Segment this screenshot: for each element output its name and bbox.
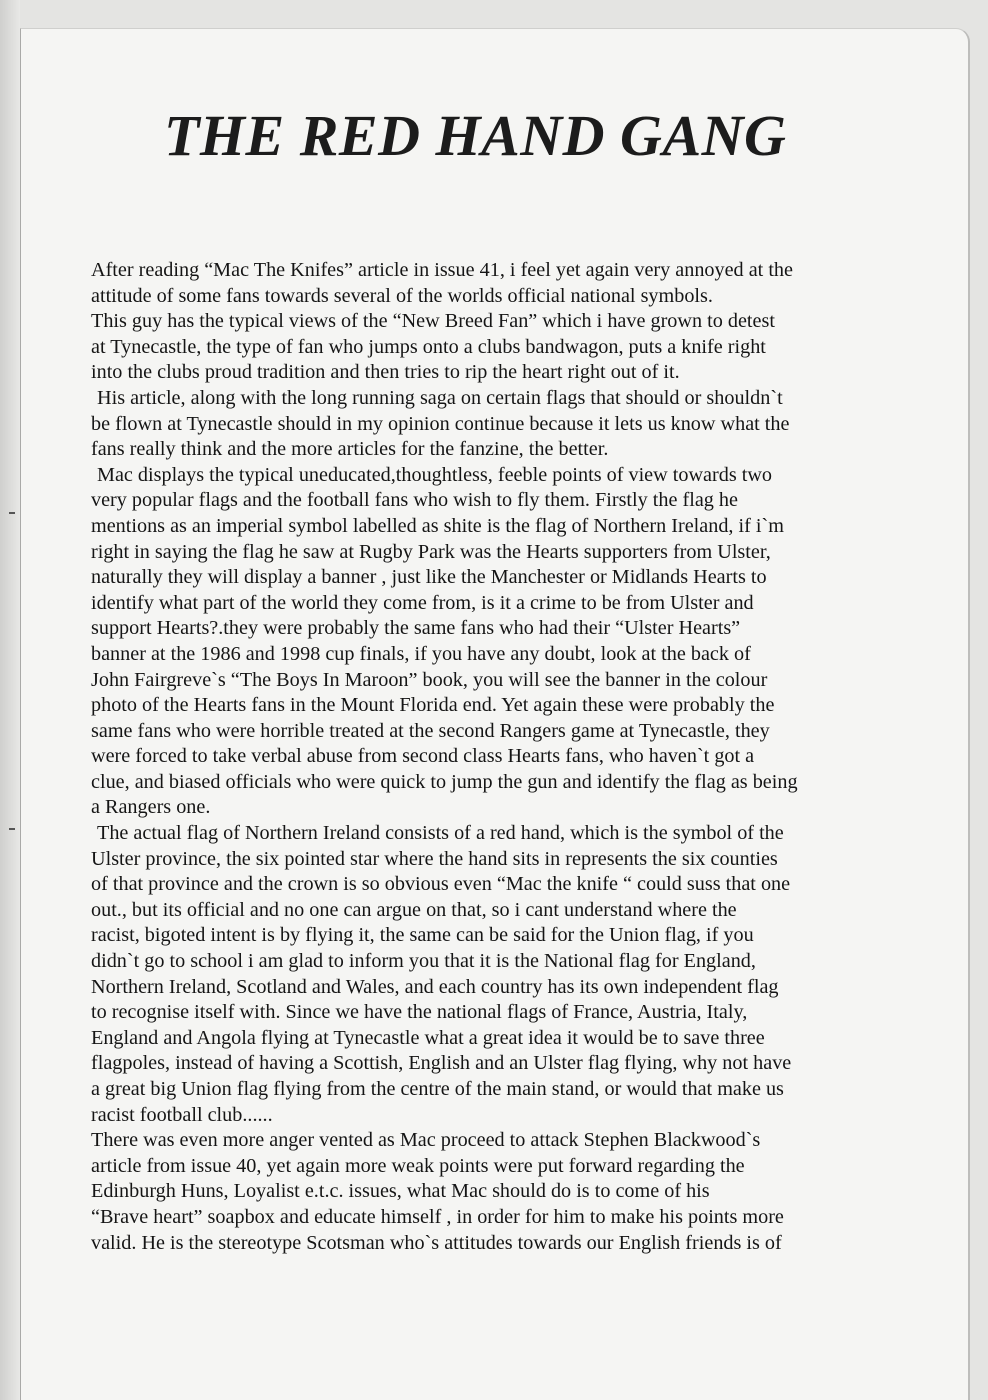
text-line: be flown at Tynecastle should in my opinion continue because it lets us know what the [91, 412, 790, 435]
text-line: Ulster province, the six pointed star where the hand sits in represents the six counties [91, 847, 778, 870]
text-line: banner at the 1986 and 1998 cup finals, if you have any doubt, look at the back of [91, 642, 751, 665]
text-line: Mac displays the typical uneducated,thoughtless, feeble points of view towards two [97, 463, 772, 486]
margin-mark [9, 512, 15, 514]
text-line: valid. He is the stereotype Scotsman who`s attitudes towards our English friends is of [91, 1231, 782, 1254]
text-line: to recognise itself with. Since we have the national flags of France, Austria, Italy, [91, 1001, 748, 1024]
text-line: identify what part of the world they come from, is it a crime to be from Ulster and [91, 591, 754, 614]
text-line: didn`t go to school i am glad to inform you that it is the National flag for England, [91, 950, 756, 973]
text-line: His article, along with the long running saga on certain flags that should or shouldn`t [97, 386, 783, 409]
text-line: The actual flag of Northern Ireland consists of a red hand, which is the symbol of the [97, 822, 784, 845]
paragraph-5 [91, 1128, 923, 1256]
text-line: Edinburgh Huns, Loyalist e.t.c. issues, what Mac should do is to come of his [91, 1180, 710, 1203]
text-line: flagpoles, instead of having a Scottish, English and an Ulster flag flying, why not have [91, 1052, 792, 1075]
text-line: a great big Union flag flying from the centre of the main stand, or would that make us [91, 1078, 784, 1100]
text-line: same fans who were horrible treated at the second Rangers game at Tynecastle, they [91, 719, 770, 742]
article-title: THE RED HAND GANG [164, 103, 787, 168]
paragraph-4 [91, 821, 923, 1128]
text-line: Northern Ireland, Scotland and Wales, and each country has its own independent flag [91, 975, 779, 998]
text-line: right in saying the flag he saw at Rugby Park was the Hearts supporters from Ulster, [91, 540, 771, 563]
text-line: article from issue 40, yet again more weak points were put forward regarding the [91, 1154, 745, 1177]
margin-mark [9, 828, 15, 830]
text-line: photo of the Hearts fans in the Mount Florida end. Yet again these were probably the [91, 694, 775, 717]
text-line: support Hearts?.they were probably the same fans who had their “Ulster Hearts” [91, 617, 741, 640]
article-body [91, 258, 923, 1256]
text-line: racist football club...... [91, 1103, 273, 1126]
text-line: attitude of some fans towards several of the worlds official national symbols. [91, 284, 713, 307]
text-line: out., but its official and no one can argue on that, so i cant understand where the [91, 898, 737, 921]
text-line: very popular flags and the football fans who wish to fly them. Firstly the flag he [91, 489, 738, 512]
text-line: England and Angola flying at Tynecastle what a great idea it would be to save three [91, 1026, 765, 1049]
text-line: naturally they will display a banner , just like the Manchester or Midlands Hearts to [91, 566, 767, 589]
text-line: John Fairgreve`s “The Boys In Maroon” book, you will see the banner in the colour [91, 668, 768, 691]
text-line: There was even more anger vented as Mac proceed to attack Stephen Blackwood`s [91, 1129, 761, 1152]
text-line: After reading “Mac The Knifes” article in issue 41, i feel yet again very annoyed at the [91, 259, 793, 281]
text-line: mentions as an imperial symbol labelled as shite is the flag of Northern Ireland, if i`m [91, 514, 784, 537]
text-line: fans really think and the more articles for the fanzine, the better. [91, 438, 609, 461]
text-line: of that province and the crown is so obvious even “Mac the knife “ could suss that one [91, 873, 791, 896]
text-line: into the clubs proud tradition and then tries to rip the heart right out of it. [91, 361, 680, 384]
binding-edge [0, 0, 20, 1400]
fanzine-page [20, 28, 970, 1400]
text-line: racist, bigoted intent is by flying it, the same can be said for the Union flag, if you [91, 924, 754, 947]
text-line: at Tynecastle, the type of fan who jumps onto a clubs bandwagon, puts a knife right [91, 335, 766, 358]
text-line: clue, and biased officials who were quick to jump the gun and identify the flag as being [91, 770, 798, 793]
paragraph-1 [91, 258, 923, 386]
text-line: were forced to take verbal abuse from second class Hearts fans, who haven`t got a [91, 745, 755, 768]
text-line: a Rangers one. [91, 796, 211, 819]
text-line: This guy has the typical views of the “New Breed Fan” which i have grown to detest [91, 310, 775, 333]
paragraph-3 [91, 463, 923, 821]
paragraph-2 [91, 386, 923, 463]
text-line: “Brave heart” soapbox and educate himself , in order for him to make his points more [91, 1205, 784, 1228]
